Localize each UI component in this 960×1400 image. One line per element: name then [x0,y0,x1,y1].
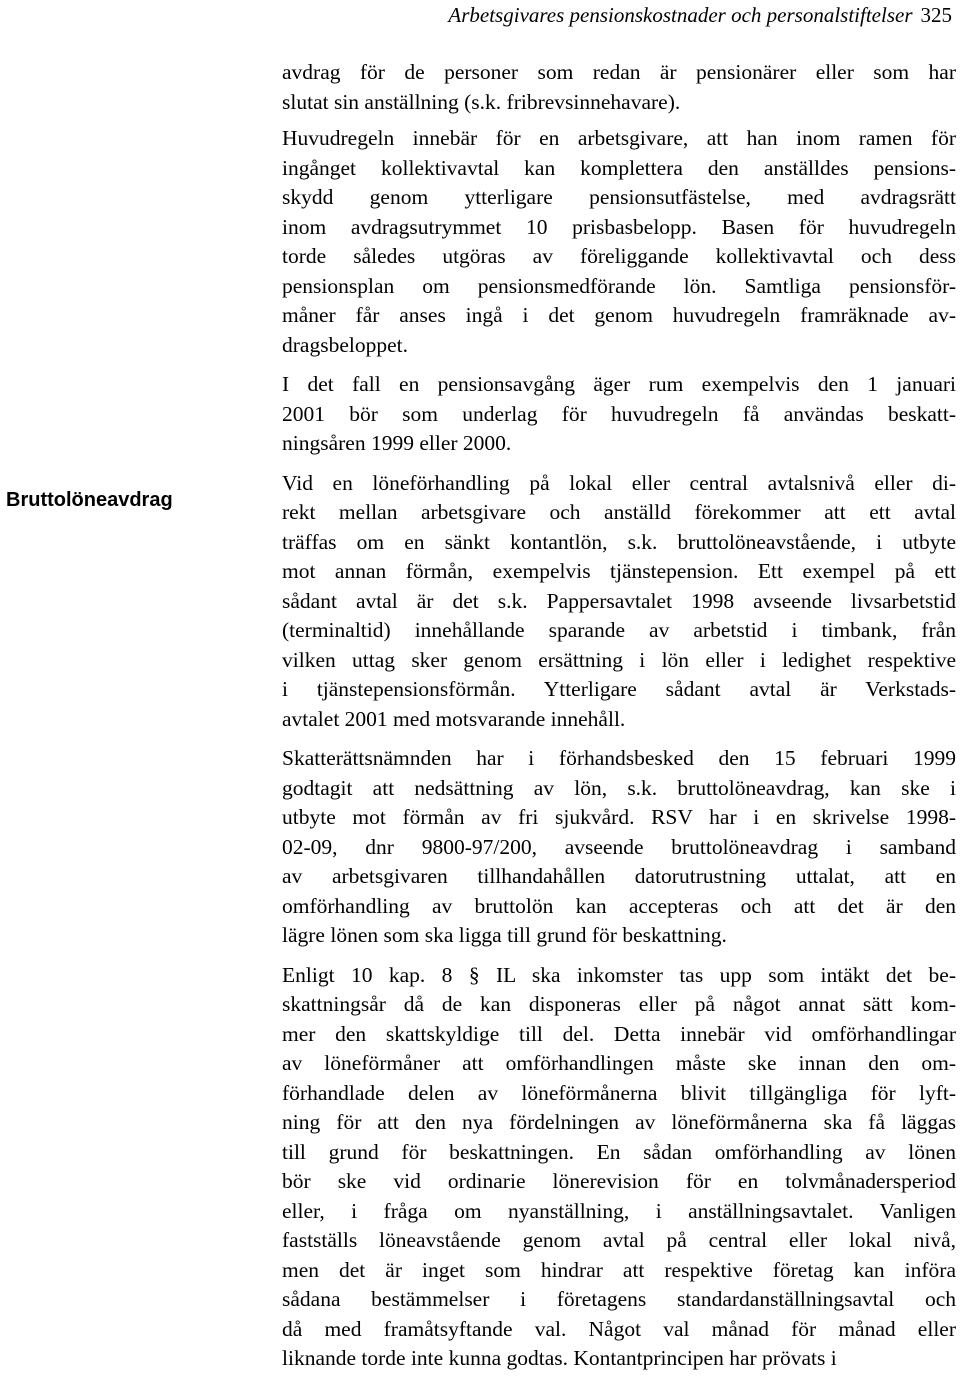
paragraph [282,744,956,951]
text-line: men det är inget som hindrar att respektive företag kan införa [282,1257,956,1282]
text-line: avdrag för de personer som redan är pensionärer eller som har [282,60,956,84]
text-line: pensionsplan om pensionsmedförande lön. Samtliga pensionsför- [282,273,956,298]
paragraph [282,370,956,459]
text-line: 02-09, dnr 9800-97/200, avseende bruttolöneavdrag i samband [282,834,956,859]
text-line: av löneförmåner att omförhandlingen måste ske innan den om- [282,1051,956,1075]
text-line: av arbetsgivaren tillhandahållen datorutrustning uttalat, att en [282,864,956,888]
text-line: mot annan förmån, exempelvis tjänstepension. Ett exempel på ett [282,559,956,583]
page-number: 325 [920,3,952,27]
running-header [448,2,952,28]
text-line: mer den skattskyldige till del. Detta innebär vid omförhandlingar [282,1021,956,1046]
text-line: godtagit att nedsättning av lön, s.k. bruttolöneavdrag, kan ske i [282,775,956,800]
text-line: liknande torde inte kunna godtas. Kontantprincipen har prövats i [282,1346,837,1370]
paragraph [282,58,956,117]
paragraph [282,961,956,1374]
text-line: skattningsår då de kan disponeras eller på något annat sätt kom- [282,992,956,1016]
text-line: avtalet 2001 med motsvarande innehåll. [282,706,626,731]
text-line: lägre lönen som ska ligga till grund för beskattning. [282,923,727,947]
text-line: slutat sin anställning (s.k. fribrevsinnehavare). [282,89,681,114]
text-line: bör ske vid ordinarie lönerevision för en tolvmånadersperiod [282,1169,956,1193]
text-line: eller, i fråga om nyanställning, i anställningsavtalet. Vanligen [282,1198,956,1223]
text-line: I det fall en pensionsavgång äger rum exempelvis den 1 januari [282,372,956,396]
text-line: inom avdragsutrymmet 10 prisbasbelopp. Basen för huvudregeln [282,214,956,239]
text-line: Enligt 10 kap. 8 § IL ska inkomster tas upp som intäkt det be- [282,962,956,987]
text-line: i tjänstepensionsförmån. Ytterligare sådant avtal är Verkstads- [282,677,956,701]
text-line: träffas om en sänkt kontantlön, s.k. bruttolöneavstående, i utbyte [282,529,956,554]
text-line: sådana bestämmelser i företagens standardanställningsavtal och [282,1287,956,1311]
text-line: måner får anses ingå i det genom huvudregeln framräknade av- [282,303,956,327]
text-line: förhandlade delen av löneförmånerna blivit tillgängliga för lyft- [282,1080,956,1105]
text-line: Skatterättsnämnden har i förhandsbesked den 15 februari 1999 [282,746,956,770]
text-line: ningsåren 1999 eller 2000. [282,431,512,455]
paragraph [282,469,956,735]
text-line: omförhandling av bruttolön kan accepteras och att det är den [282,893,956,918]
text-line: Vid en löneförhandling på lokal eller central avtalsnivå eller di- [282,470,956,495]
text-line: Huvudregeln innebär för en arbetsgivare, att han inom ramen för [282,126,956,150]
text-line: då med framåtsyftande val. Något val månad för månad eller [282,1316,956,1341]
text-line: skydd genom ytterligare pensionsutfästelse, med avdragsrätt [282,185,956,209]
body-text [282,58,956,1374]
text-line: 2001 bör som underlag för huvudregeln få användas beskatt- [282,401,956,426]
text-line: fastställs löneavstående genom avtal på central eller lokal nivå, [282,1228,956,1252]
text-line: torde således utgöras av föreliggande kollektivavtal och dess [282,244,956,268]
paragraph [282,124,956,360]
text-line: dragsbeloppet. [282,332,408,357]
text-line: vilken uttag sker genom ersättning i lön eller i ledighet respektive [282,647,956,672]
text-line: utbyte mot förmån av fri sjukvård. RSV har i en skrivelse 1998- [282,805,956,829]
text-line: till grund för beskattningen. En sådan omförhandling av lönen [282,1139,956,1164]
text-line: (terminaltid) innehållande sparande av arbetstid i timbank, från [282,618,956,642]
text-line: ning för att den nya fördelningen av löneförmånerna ska få läggas [282,1110,956,1134]
running-title: Arbetsgivares pensionskostnader och personalstiftelser [448,3,913,27]
text-line: ingånget kollektivavtal kan komplettera den anställdes pensions- [282,155,956,180]
margin-heading: Bruttolöneavdrag [6,489,173,511]
text-line: rekt mellan arbetsgivare och anställd förekommer att ett avtal [282,500,956,524]
text-line: sådant avtal är det s.k. Pappersavtalet 1998 avseende livsarbetstid [282,588,956,613]
